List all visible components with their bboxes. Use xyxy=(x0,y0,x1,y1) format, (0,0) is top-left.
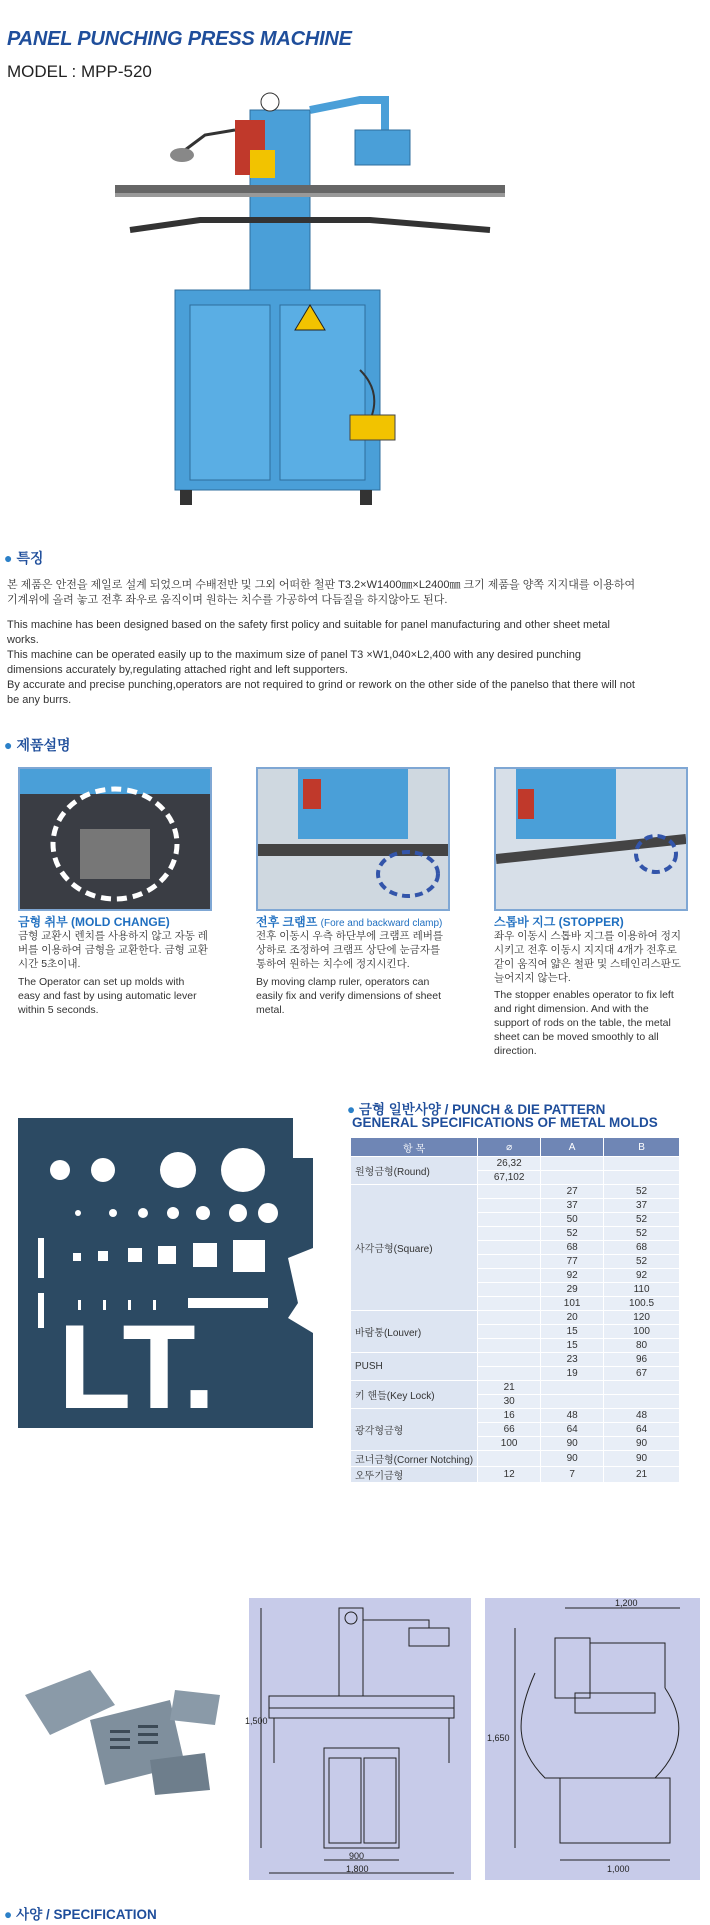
table-row xyxy=(351,1467,680,1483)
table-cell: 100.5 xyxy=(604,1297,680,1311)
table-cell: 27 xyxy=(541,1185,604,1199)
table-cell: 120 xyxy=(604,1311,680,1325)
table-row xyxy=(351,1409,680,1423)
table-cell: 21 xyxy=(478,1381,541,1395)
table-cell xyxy=(478,1339,541,1353)
table-cell: 64 xyxy=(541,1423,604,1437)
row-label: 광각형금형 xyxy=(351,1409,478,1451)
table-cell: 100 xyxy=(478,1437,541,1451)
table-cell xyxy=(604,1395,680,1409)
features-korean: 본 제품은 안전을 제일로 설계 되었으며 수배전반 및 그외 어떠한 철판 T3.2×W1400㎜×L2400㎜ 크기 제품을 양쪽 지지대를 이용하여 기계위에 올려 놓고 전후 좌우로 움직이며 원하는 치수를 가공하여 다듬질을 하지않아도 된다. xyxy=(7,579,636,606)
side-view-drawing xyxy=(485,1598,700,1880)
stopper-photo xyxy=(494,767,688,911)
table-row xyxy=(351,1185,680,1199)
col-header-diameter: ⌀ xyxy=(478,1138,541,1157)
table-cell: 96 xyxy=(604,1353,680,1367)
row-label: 오뚜기금형 xyxy=(351,1467,478,1483)
table-cell: 29 xyxy=(541,1283,604,1297)
table-cell: 7 xyxy=(541,1467,604,1483)
mold-change-photo xyxy=(18,767,212,911)
table-cell: 52 xyxy=(604,1213,680,1227)
table-cell: 16 xyxy=(478,1409,541,1423)
pattern-heading: ● 금형 일반사양 / PUNCH & DIE PATTERN xyxy=(347,1102,606,1117)
table-cell: 68 xyxy=(604,1241,680,1255)
table-cell: 15 xyxy=(541,1325,604,1339)
front-height-label: 1,500 xyxy=(245,1716,268,1726)
sheet-parts-photo xyxy=(20,1635,230,1800)
model-number: MODEL : MPP-520 xyxy=(7,62,152,81)
features-english-1: This machine has been designed based on the safety first policy and suitable for panel manufacturing and other sheet metal works. xyxy=(7,619,610,646)
table-cell: 23 xyxy=(541,1353,604,1367)
pattern-heading-en: GENERAL SPECIFICATIONS OF METAL MOLDS xyxy=(352,1115,658,1130)
table-cell: 30 xyxy=(478,1395,541,1409)
spec-table-body xyxy=(351,1157,680,1483)
table-cell: 37 xyxy=(541,1199,604,1213)
table-cell xyxy=(541,1395,604,1409)
features-english-3: By accurate and precise punching,operators are not required to grind or rework on the other side of the panelso that there will not be any burrs. xyxy=(7,679,635,706)
table-cell xyxy=(478,1311,541,1325)
table-cell xyxy=(541,1157,604,1171)
punch-pattern-plate xyxy=(18,1118,313,1428)
product-heading: ● 제품설명 xyxy=(4,737,71,753)
table-cell: 20 xyxy=(541,1311,604,1325)
row-label: 사각금형(Square) xyxy=(351,1185,478,1311)
table-cell: 19 xyxy=(541,1367,604,1381)
side-width-label: 1,000 xyxy=(607,1864,630,1874)
table-cell: 48 xyxy=(541,1409,604,1423)
table-cell xyxy=(478,1353,541,1367)
table-cell xyxy=(478,1367,541,1381)
table-cell xyxy=(604,1171,680,1185)
bullet-icon: ● xyxy=(4,737,13,753)
mold-change-caption: 금형 취부 (MOLD CHANGE) xyxy=(18,915,170,929)
table-cell: 67,102 xyxy=(478,1171,541,1185)
table-cell: 21 xyxy=(604,1467,680,1483)
clamp-caption: 전후 크램프 (Fore and backward clamp) xyxy=(256,915,443,929)
stopper-korean: 좌우 이동시 스톱바 지그를 이용하여 정지시키고 전후 이동시 지지대 4개가 전후로 같이 움직여 얇은 철판 및 스테인리스판도 늘어지지 않는다. xyxy=(494,930,682,984)
table-cell xyxy=(478,1255,541,1269)
table-cell: 68 xyxy=(541,1241,604,1255)
row-label: 코너금형(Corner Notching) xyxy=(351,1451,478,1467)
table-cell: 67 xyxy=(604,1367,680,1381)
table-cell xyxy=(478,1185,541,1199)
table-cell: 50 xyxy=(541,1213,604,1227)
table-cell: 37 xyxy=(604,1199,680,1213)
table-cell xyxy=(541,1171,604,1185)
table-cell: 77 xyxy=(541,1255,604,1269)
bullet-icon: ● xyxy=(4,1907,13,1922)
table-cell: 110 xyxy=(604,1283,680,1297)
mold-change-english: The Operator can set up molds with easy and fast by using automatic lever within 5 seconds. xyxy=(18,976,197,1016)
table-cell: 15 xyxy=(541,1339,604,1353)
table-row xyxy=(351,1381,680,1395)
table-cell: 52 xyxy=(604,1255,680,1269)
table-cell: 64 xyxy=(604,1423,680,1437)
table-cell xyxy=(478,1199,541,1213)
table-row xyxy=(351,1311,680,1325)
table-cell: 66 xyxy=(478,1423,541,1437)
table-cell xyxy=(478,1283,541,1297)
clamp-photo xyxy=(256,767,450,911)
table-cell xyxy=(478,1213,541,1227)
front-inner-width-label: 900 xyxy=(349,1851,365,1861)
col-header-a: A xyxy=(541,1138,604,1157)
table-cell xyxy=(478,1269,541,1283)
table-cell: 92 xyxy=(541,1269,604,1283)
front-view-drawing xyxy=(245,1598,471,1880)
clamp-english: By moving clamp ruler, operators can easily fix and verify dimensions of sheet metal. xyxy=(256,976,442,1016)
bullet-icon: ● xyxy=(4,550,13,566)
table-cell: 12 xyxy=(478,1467,541,1483)
clamp-korean: 전후 이동시 우측 하단부에 크램프 레버를 상하로 조정하여 크램프 상단에 눈금자를 통하여 원하는 치수에 정지시킨다. xyxy=(256,930,444,970)
side-top-label: 1,200 xyxy=(615,1598,638,1608)
table-row xyxy=(351,1353,680,1367)
table-cell: 26,32 xyxy=(478,1157,541,1171)
table-cell: 48 xyxy=(604,1409,680,1423)
table-cell: 90 xyxy=(541,1451,604,1467)
table-cell: 52 xyxy=(604,1227,680,1241)
col-header-b: B xyxy=(604,1138,680,1157)
table-cell: 52 xyxy=(604,1185,680,1199)
front-outer-width-label: 1,800 xyxy=(346,1864,369,1874)
table-cell: 101 xyxy=(541,1297,604,1311)
mold-spec-table xyxy=(350,1137,680,1483)
table-cell: 92 xyxy=(604,1269,680,1283)
table-cell: 80 xyxy=(604,1339,680,1353)
row-label: 바람통(Louver) xyxy=(351,1311,478,1353)
table-cell xyxy=(478,1451,541,1467)
row-label: 키 핸들(Key Lock) xyxy=(351,1381,478,1409)
table-row xyxy=(351,1451,680,1467)
table-cell xyxy=(478,1297,541,1311)
mold-change-korean: 금형 교환시 렌치를 사용하지 않고 자동 레버를 이용하여 금형을 교환한다. 금형 교환 시간 5초이내. xyxy=(18,930,208,970)
page-title: PANEL PUNCHING PRESS MACHINE xyxy=(7,28,352,50)
table-row xyxy=(351,1157,680,1171)
table-cell: 90 xyxy=(604,1451,680,1467)
table-cell: 90 xyxy=(541,1437,604,1451)
machine-photo xyxy=(110,90,510,520)
row-label: PUSH xyxy=(351,1353,478,1381)
features-heading: ● 특징 xyxy=(4,550,44,566)
features-english-2: This machine can be operated easily up to the maximum size of panel T3 ×W1,040×L2,400 with any desired punching dimensions accurately by,regulating attached right and left supporters. xyxy=(7,649,581,676)
specification-heading: ● 사양 / SPECIFICATION xyxy=(4,1907,157,1922)
table-cell: 90 xyxy=(604,1437,680,1451)
table-cell xyxy=(541,1381,604,1395)
row-label: 원형금형(Round) xyxy=(351,1157,478,1185)
plate-text: LT. xyxy=(58,1300,216,1428)
table-cell xyxy=(478,1325,541,1339)
table-cell xyxy=(604,1381,680,1395)
table-cell xyxy=(604,1157,680,1171)
side-height-label: 1,650 xyxy=(487,1733,510,1743)
stopper-caption: 스톱바 지그 (STOPPER) xyxy=(494,915,624,929)
stopper-english: The stopper enables operator to fix left and right dimension. And with the support of rods on the table, the metal sheet can be moved smoothly to all direction. xyxy=(494,989,674,1057)
bullet-icon: ● xyxy=(347,1102,356,1117)
col-header-item: 항 목 xyxy=(351,1138,478,1157)
table-cell: 100 xyxy=(604,1325,680,1339)
table-cell xyxy=(478,1227,541,1241)
table-cell: 52 xyxy=(541,1227,604,1241)
table-cell xyxy=(478,1241,541,1255)
